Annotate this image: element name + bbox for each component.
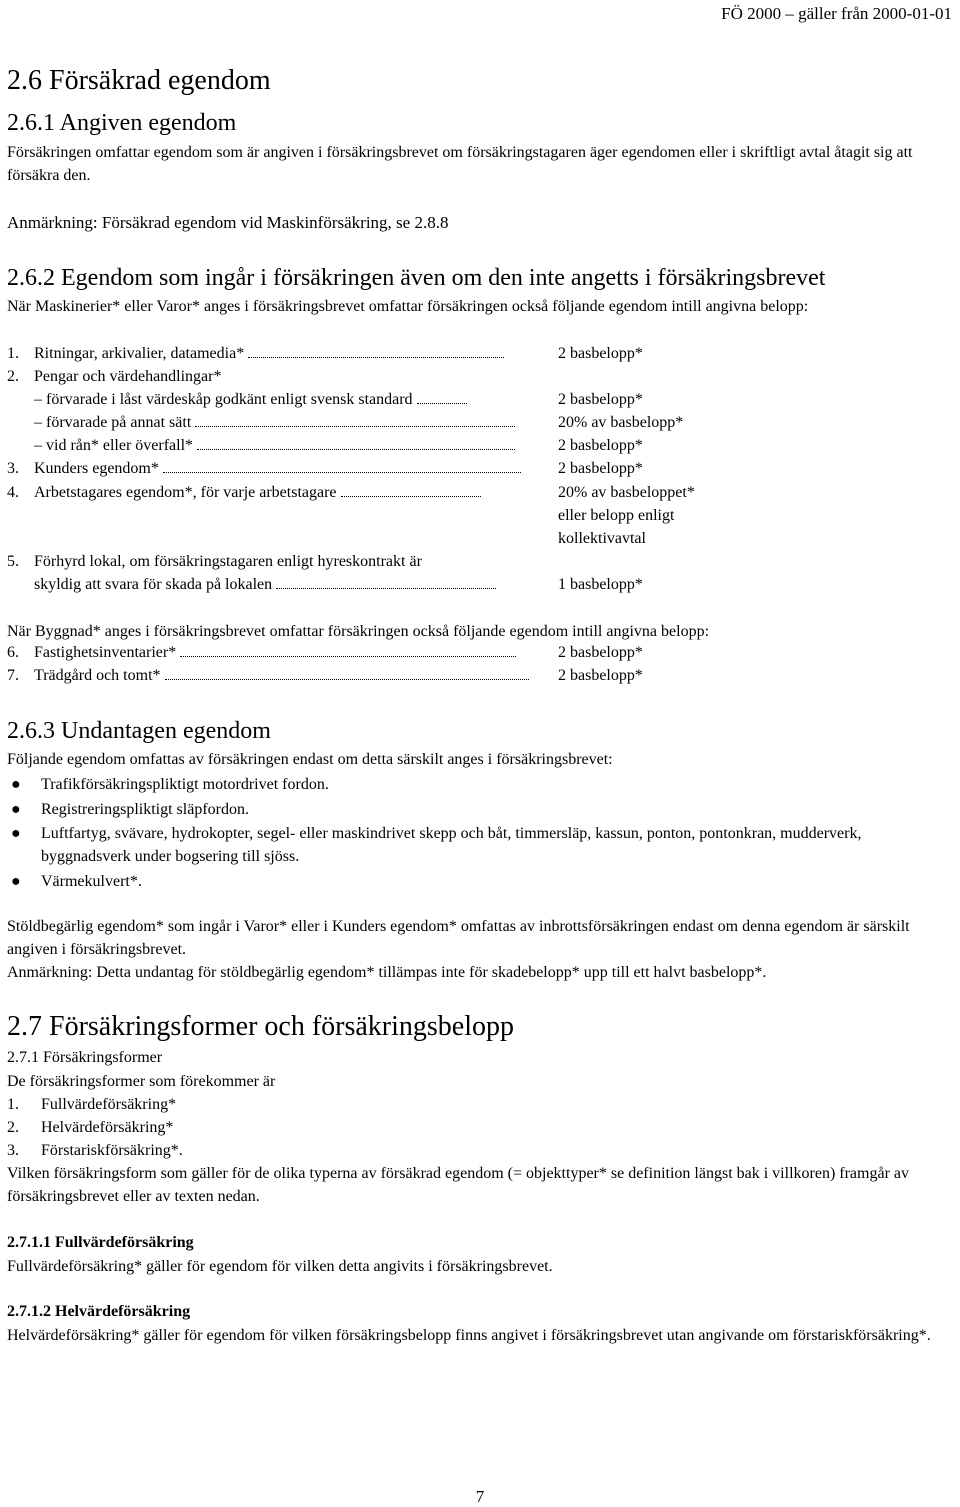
subsection-title-2-6-3: 2.6.3 Undantagen egendom [7,718,271,744]
paragraph-byggnad-intro: När Byggnad* anges i försäkringsbrevet omfattar försäkringen också följande egendom intill angivna belopp: [7,623,710,640]
item-amount: 2 basbelopp* [558,437,643,454]
paragraph-2-7-1-intro: De försäkringsformer som förekommer är [7,1073,276,1090]
item-number: 7. [7,667,19,684]
paragraph-helvarde: Helvärdeförsäkring* gäller för egendom för vilken försäkringsbelopp finns angivet i försäkringsbrevet utan angivande om förstariskförsäkring*. [7,1327,931,1344]
subsection-title-2-6-2: 2.6.2 Egendom som ingår i försäkringen även om den inte angetts i försäkringsbrevet [7,265,826,291]
paragraph-fullvarde: Fullvärdeförsäkring* gäller för egendom för vilken detta angivits i försäkringsbrevet. [7,1258,553,1275]
item-amount: 2 basbelopp* [558,644,643,661]
heading-2-7-1-1: 2.7.1.1 Fullvärdeförsäkring [7,1234,194,1251]
paragraph-2-6-2-intro: När Maskinerier* eller Varor* anges i försäkringsbrevet omfattar försäkringen också följande egendom intill angivna belopp: [7,298,809,315]
item-label: Ritningar, arkivalier, datamedia* [34,342,504,365]
item-amount: 2 basbelopp* [558,345,643,362]
item-label: Pengar och värdehandlingar* [34,368,222,385]
item-amount: eller belopp enligt [558,507,675,524]
item-label: Helvärdeförsäkring* [41,1119,174,1136]
item-amount: 2 basbelopp* [558,391,643,408]
item-number: 1. [7,345,19,362]
item-label: Kunders egendom* [34,457,521,480]
item-number: 4. [7,484,19,501]
running-header: FÖ 2000 – gäller från 2000-01-01 [721,4,952,23]
item-number: 6. [7,644,19,661]
bullet-text: Registreringspliktigt släpfordon. [41,801,249,818]
item-label: – vid rån* eller överfall* [34,434,515,457]
section-title-2-7: 2.7 Försäkringsformer och försäkringsbelopp [7,1011,515,1042]
item-label: Trädgård och tomt* [34,664,529,687]
bullet-text: Luftfartyg, svävare, hydrokopter, segel- eller maskindrivet skepp och båt, timmersläp, kassun, ponton, pontonkran, mudderverk, byggnadsverk under bogsering till sjöss. [41,825,862,865]
item-amount: 1 basbelopp* [558,576,643,593]
subsection-title-2-6-1: 2.6.1 Angiven egendom [7,110,237,136]
item-amount: 20% av basbelopp* [558,414,684,431]
item-label: – förvarade i låst värdeskåp godkänt enligt svensk standard [34,388,467,411]
item-label: skyldig att svara för skada på lokalen [34,573,496,596]
paragraph-2-6-1: Försäkringen omfattar egendom som är angiven i försäkringsbrevet om försäkringstagaren äger egendomen eller i skriftligt avtal åtagit sig att försäkra den. [7,144,913,184]
bullet-icon: ● [11,776,21,793]
paragraph-2-6-3-intro: Följande egendom omfattas av försäkringen endast om detta särskilt anges i försäkringsbrevet: [7,751,613,768]
item-number: 3. [7,1142,19,1159]
subsection-title-2-7-1: 2.7.1 Försäkringsformer [7,1049,163,1066]
item-label: Förhyrd lokal, om försäkringstagaren enligt hyreskontrakt är [34,553,422,570]
item-label: – förvarade på annat sätt [34,411,515,434]
item-label: Arbetstagares egendom*, för varje arbetstagare [34,481,481,504]
bullet-icon: ● [11,801,21,818]
bullet-icon: ● [11,873,21,890]
heading-2-7-1-2: 2.7.1.2 Helvärdeförsäkring [7,1303,191,1320]
item-number: 5. [7,553,19,570]
note-2-6-1: Anmärkning: Försäkrad egendom vid Maskinförsäkring, se 2.8.8 [7,213,449,232]
item-amount: kollektivavtal [558,530,646,547]
item-label: Fullvärdeförsäkring* [41,1096,177,1113]
section-title-2-6: 2.6 Försäkrad egendom [7,65,271,96]
item-label: Fastighetsinventarier* [34,641,516,664]
bullet-text: Värmekulvert*. [41,873,142,890]
note-stold: Anmärkning: Detta undantag för stöldbegärlig egendom* tillämpas inte för skadebelopp* upp till ett halvt basbelopp*. [7,964,767,981]
item-amount: 2 basbelopp* [558,667,643,684]
item-label: Förstariskförsäkring*. [41,1142,183,1159]
item-number: 1. [7,1096,19,1113]
item-amount: 2 basbelopp* [558,460,643,477]
item-number: 2. [7,368,19,385]
item-amount: 20% av basbeloppet* [558,484,695,501]
paragraph-forms: Vilken försäkringsform som gäller för de olika typerna av försäkrad egendom (= objekttyper* se definition längst bak i villkoren) framgår av försäkringsbrevet eller av texten nedan. [7,1165,910,1205]
bullet-text: Trafikförsäkringspliktigt motordrivet fordon. [41,776,329,793]
paragraph-stold: Stöldbegärlig egendom* som ingår i Varor* eller i Kunders egendom* omfattas av inbrottsförsäkringen endast om denna egendom är särskilt angiven i försäkringsbrevet. [7,918,910,958]
item-number: 2. [7,1119,19,1136]
item-number: 3. [7,460,19,477]
page-number: 7 [475,1487,485,1506]
bullet-icon: ● [11,825,21,842]
